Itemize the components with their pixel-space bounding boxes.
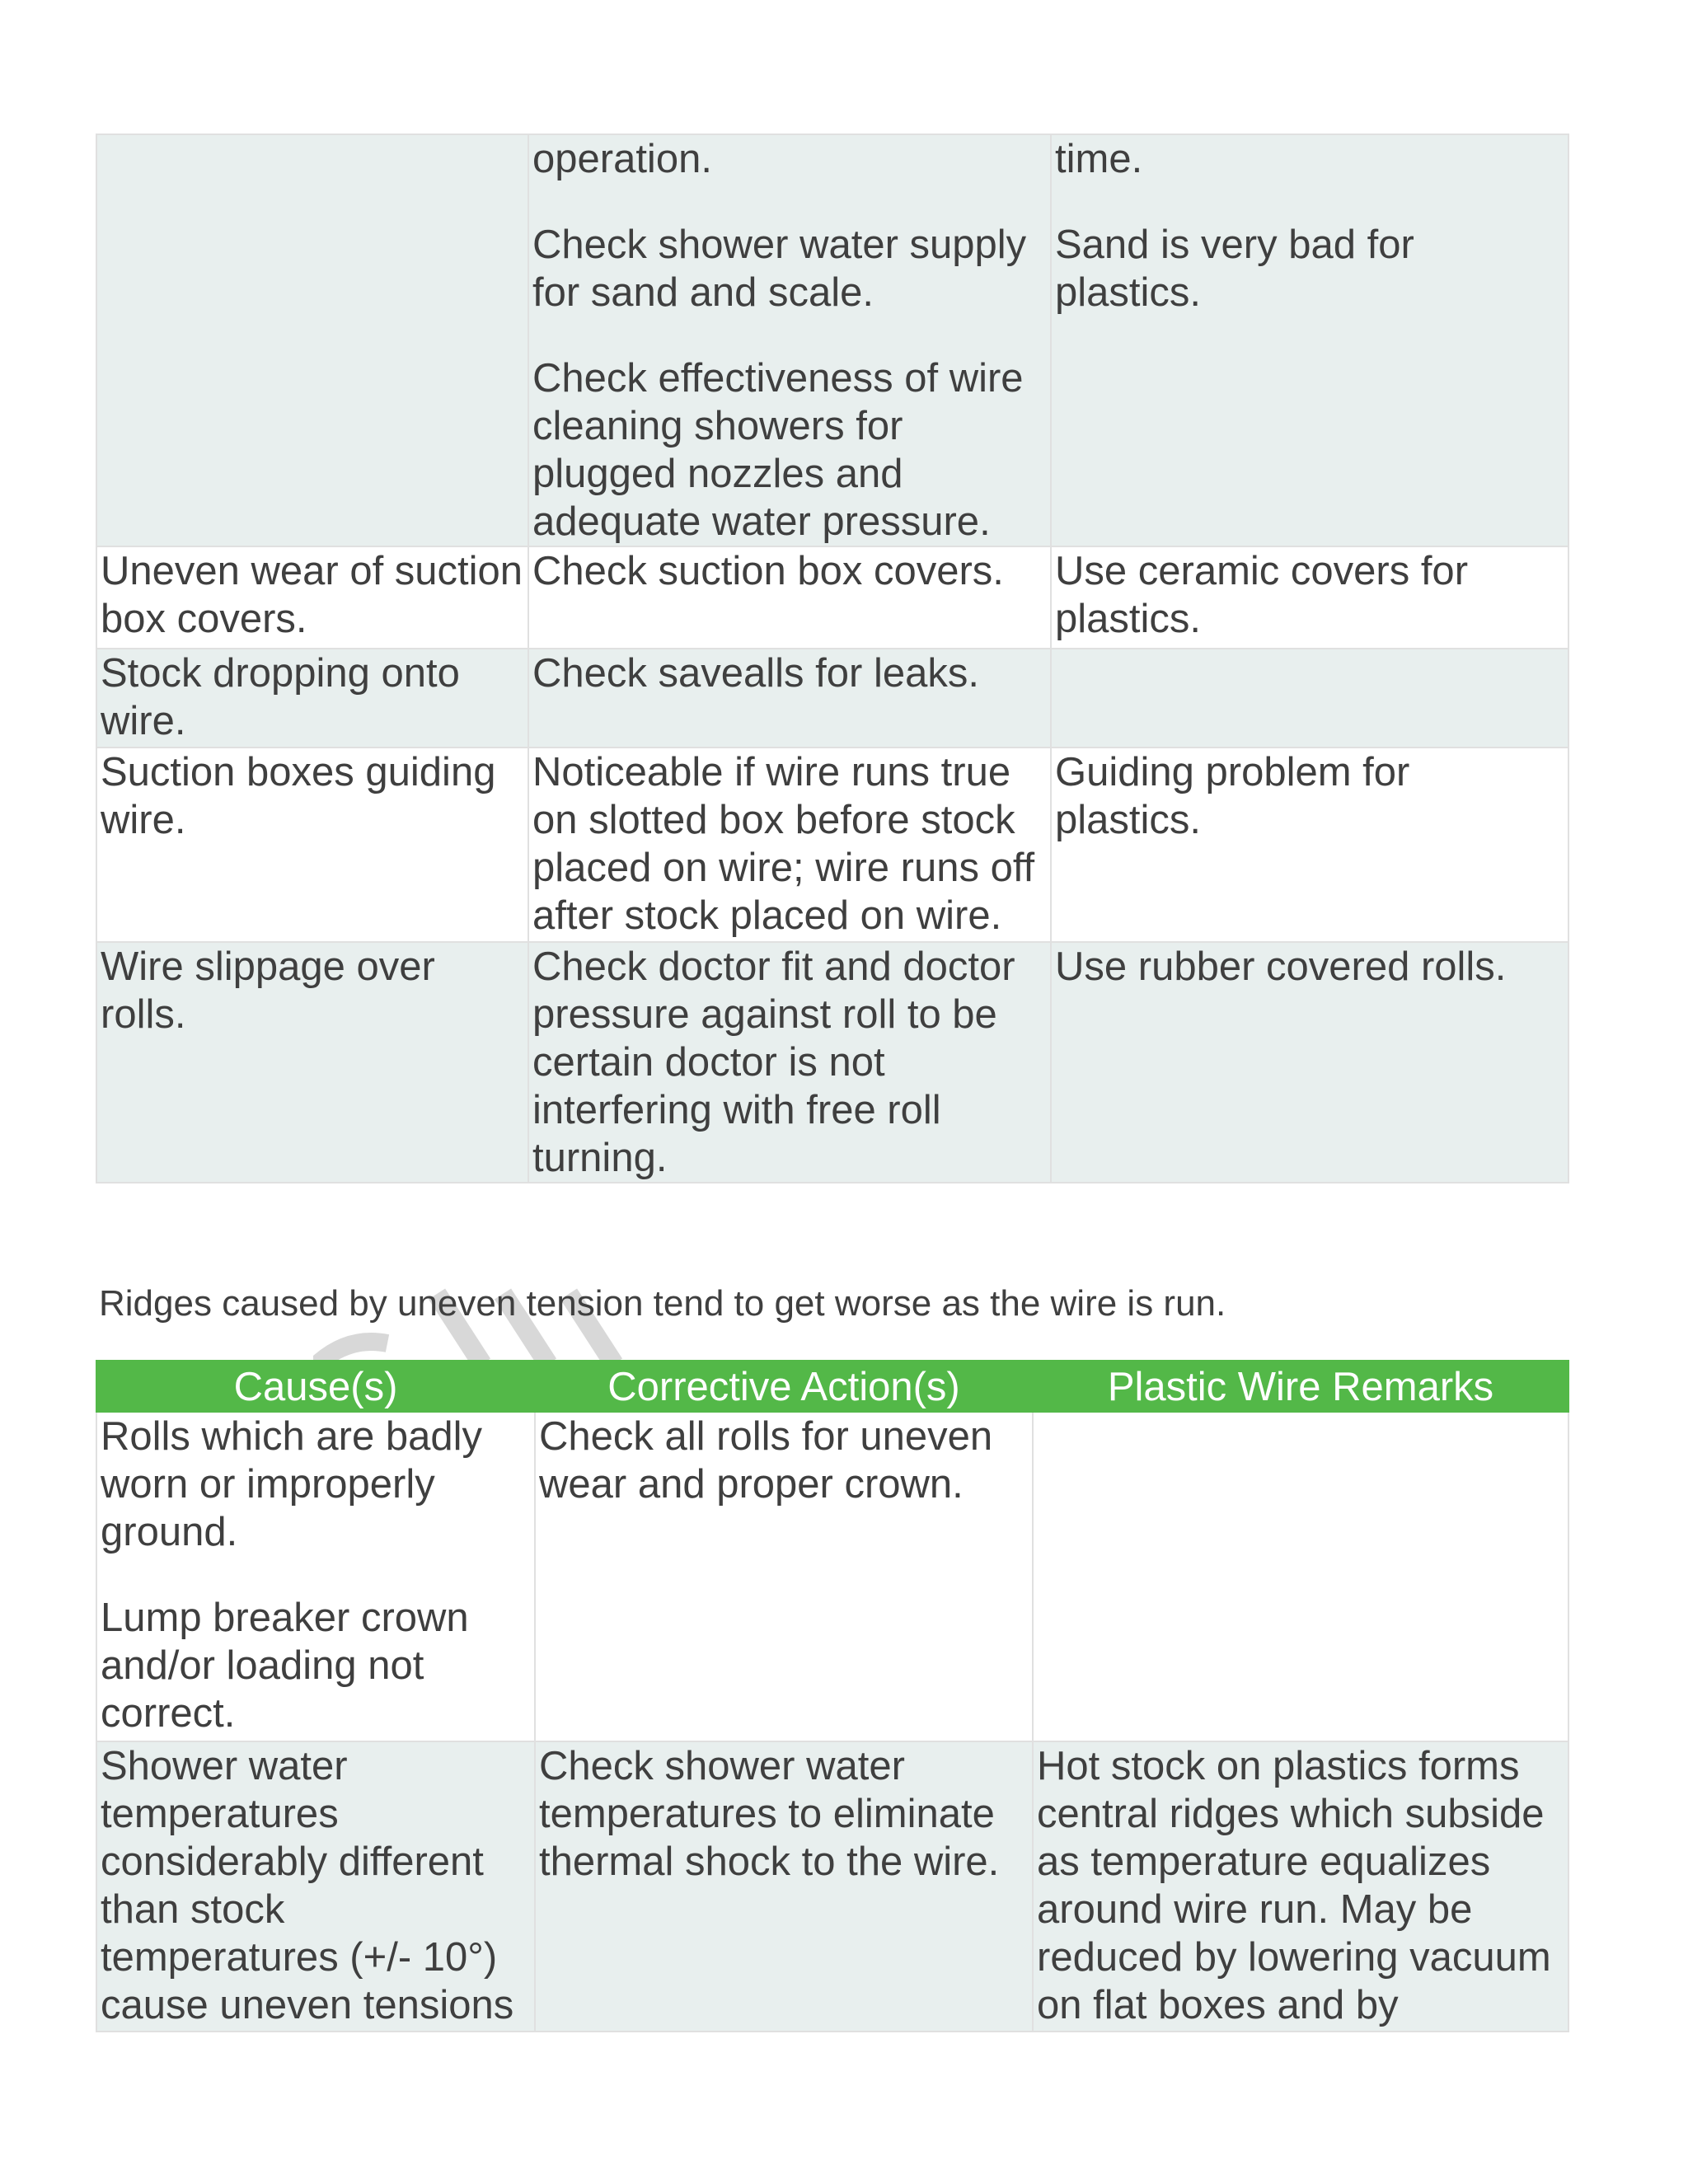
table-row <box>96 134 1568 546</box>
action-text: Check savealls for leaks. <box>532 651 979 696</box>
cause-cell <box>96 546 528 649</box>
action-text: Check all rolls for uneven wear and proper crown. <box>539 1414 993 1507</box>
cause-text: Suction boxes guiding wire. <box>101 750 496 842</box>
troubleshooting-table-ridges <box>96 1360 1569 2032</box>
cause-text: Wire slippage over rolls. <box>101 944 435 1037</box>
action-cell <box>528 649 1051 748</box>
cause-text: Stock dropping onto wire. <box>101 651 460 743</box>
action-cell <box>535 1412 1033 1741</box>
action-cell <box>528 942 1051 1183</box>
action-text: Check shower water supply for sand and scale. <box>532 223 1027 315</box>
action-text: Check effectiveness of wire cleaning showers for plugged nozzles and adequate water pressure. <box>532 356 1024 544</box>
action-text: Check suction box covers. <box>532 549 1004 593</box>
remark-text: Use ceramic covers for plastics. <box>1055 549 1469 641</box>
cause-cell <box>96 649 528 748</box>
action-cell <box>528 748 1051 942</box>
section-caption: Ridges caused by uneven tension tend to get worse as the wire is run. <box>99 1283 1226 1324</box>
action-text: operation. <box>532 137 712 181</box>
cause-cell <box>96 942 528 1183</box>
action-cell <box>535 1741 1033 2032</box>
table-row <box>96 546 1568 649</box>
action-text: Check shower water temperatures to eliminate thermal shock to the wire. <box>539 1744 1000 1884</box>
remark-cell <box>1051 649 1568 748</box>
cause-cell <box>96 134 528 546</box>
table-row <box>96 1741 1568 2032</box>
action-cell <box>528 546 1051 649</box>
cause-text: Rolls which are badly worn or improperly ground. <box>101 1414 482 1554</box>
cause-cell <box>96 1412 535 1741</box>
cause-text: Shower water temperatures considerably different than stock temperatures (+/- 10°) cause uneven tensions <box>101 1744 514 2027</box>
action-text: Check doctor fit and doctor pressure against roll to be certain doctor is not interfering with free roll turning. <box>532 944 1015 1180</box>
action-text: Noticeable if wire runs true on slotted box before stock placed on wire; wire runs off after stock placed on wire. <box>532 750 1035 938</box>
column-header-remarks: Plastic Wire Remarks <box>1033 1361 1568 1412</box>
cause-text: Uneven wear of suction box covers. <box>101 549 523 641</box>
action-cell <box>528 134 1051 546</box>
cause-text: Lump breaker crown and/or loading not correct. <box>101 1596 469 1736</box>
remark-text: Use rubber covered rolls. <box>1055 944 1507 989</box>
cause-cell <box>96 1741 535 2032</box>
remark-cell <box>1051 942 1568 1183</box>
column-header-cause: Cause(s) <box>96 1361 535 1412</box>
troubleshooting-table-continued <box>96 134 1569 1183</box>
table-row <box>96 649 1568 748</box>
remark-text: Sand is very bad for plastics. <box>1055 223 1414 315</box>
remark-text: Guiding problem for plastics. <box>1055 750 1410 842</box>
table-row <box>96 942 1568 1183</box>
remark-text: time. <box>1055 137 1143 181</box>
column-header-action: Corrective Action(s) <box>535 1361 1033 1412</box>
remark-cell <box>1051 134 1568 546</box>
remark-cell <box>1051 546 1568 649</box>
remark-cell <box>1051 748 1568 942</box>
table-header-row <box>96 1361 1568 1412</box>
table-row <box>96 748 1568 942</box>
cause-cell <box>96 748 528 942</box>
table-row <box>96 1412 1568 1741</box>
remark-cell <box>1033 1412 1568 1741</box>
remark-cell <box>1033 1741 1568 2032</box>
remark-text: Hot stock on plastics forms central ridges which subside as temperature equalizes around wire run. May be reduced by lowering vacuum on flat boxes and by <box>1037 1744 1551 2027</box>
